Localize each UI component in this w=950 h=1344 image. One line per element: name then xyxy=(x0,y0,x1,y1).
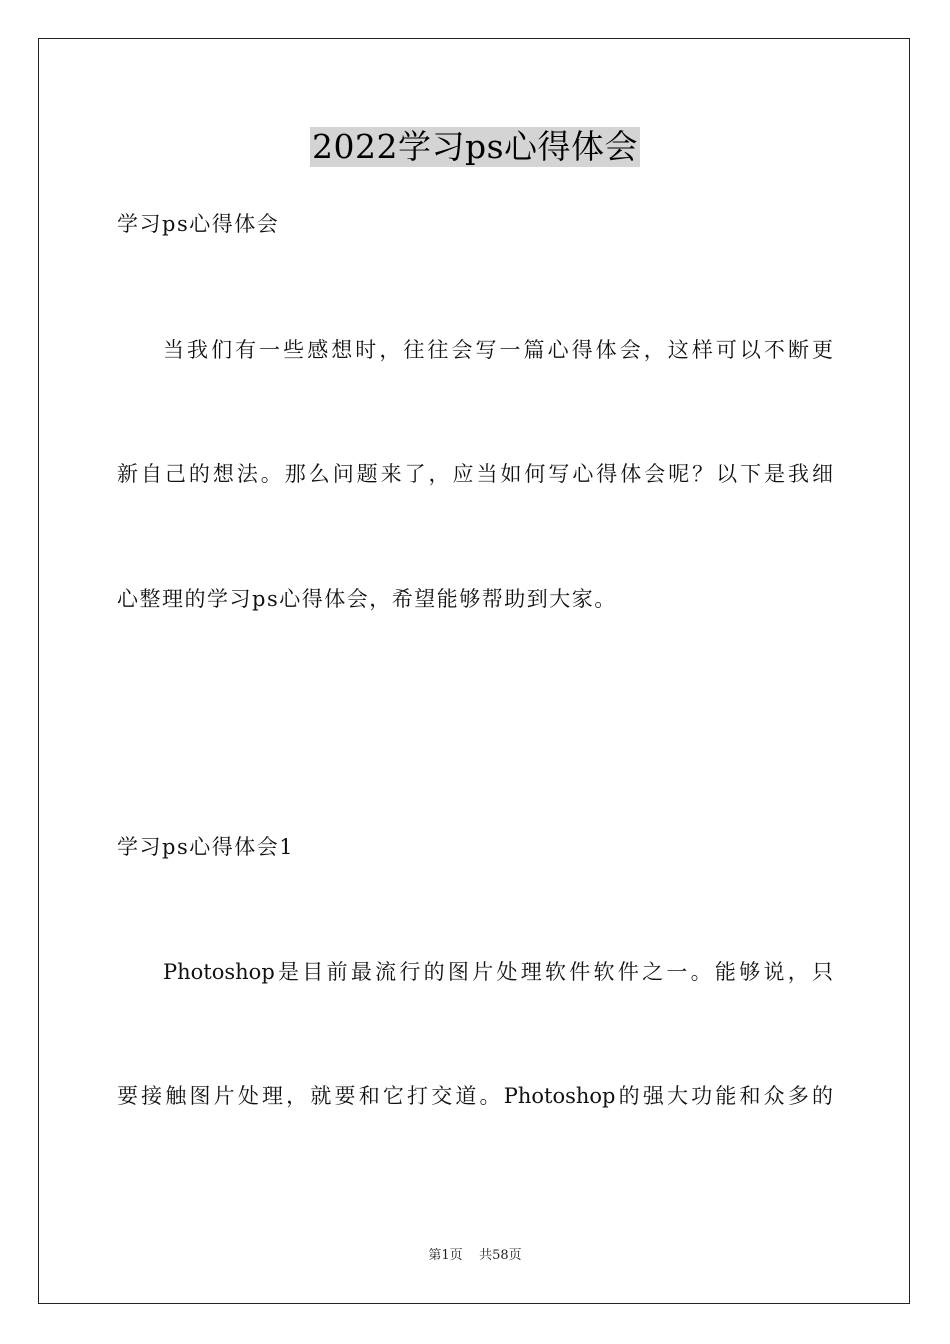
page-number: 第1页 xyxy=(428,1248,463,1263)
page-footer xyxy=(0,1247,950,1265)
document-subtitle: 学习ps心得体会 xyxy=(117,212,280,236)
intro-paragraph-line-3: 心整理的学习ps心得体会，希望能够帮助到大家。 xyxy=(117,587,617,611)
title-container xyxy=(0,127,950,167)
total-pages: 共58页 xyxy=(479,1248,522,1263)
intro-paragraph-line-1: 当我们有一些感想时，往往会写一篇心得体会，这样可以不断更 xyxy=(163,338,833,362)
section-paragraph-line-2: 要接触图片处理，就要和它打交道。Photoshop的强大功能和众多的 xyxy=(117,1084,833,1108)
intro-paragraph-line-2: 新自己的想法。那么问题来了，应当如何写心得体会呢？以下是我细 xyxy=(117,462,833,486)
document-title: 2022学习ps心得体会 xyxy=(311,127,639,166)
section-paragraph-line-1: Photoshop是目前最流行的图片处理软件软件之一。能够说，只 xyxy=(163,960,833,984)
section-heading: 学习ps心得体会1 xyxy=(117,835,295,859)
